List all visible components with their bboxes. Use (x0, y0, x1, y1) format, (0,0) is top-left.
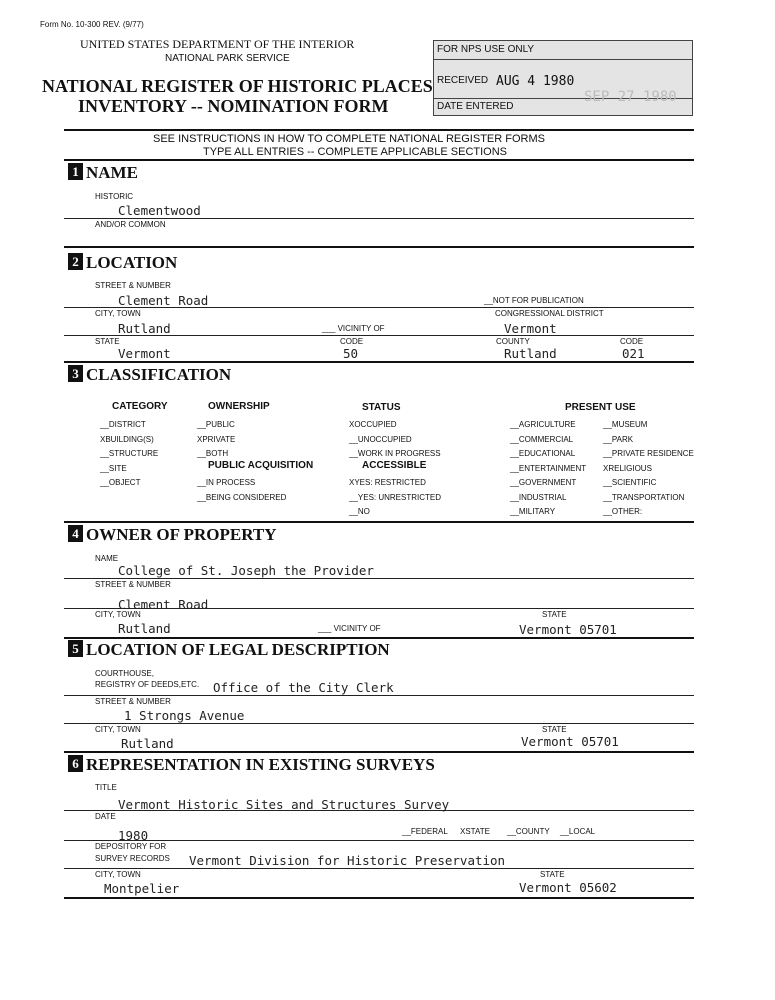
use-military: __MILITARY (510, 507, 556, 516)
owner-street-label: STREET & NUMBER (95, 580, 171, 589)
use-agriculture: __AGRICULTURE (510, 420, 576, 429)
legal-street-value: 1 Strongs Avenue (124, 708, 245, 723)
survey-federal: __FEDERAL (402, 827, 448, 836)
date-entered-stamp: SEP 27 1980 (584, 89, 677, 105)
legal-state-value: Vermont 05701 (521, 734, 619, 749)
category-buildings: XBUILDING(S) (100, 434, 154, 444)
ownership-list (197, 418, 235, 462)
acquisition-list (197, 476, 286, 505)
section-5-heading: 5 LOCATION OF LEGAL DESCRIPTION (68, 640, 390, 660)
category-site: __SITE (100, 463, 127, 473)
depository-label-1: DEPOSITORY FOR (95, 842, 167, 851)
section-3-heading: 3 CLASSIFICATION (68, 365, 231, 385)
use-transportation: __TRANSPORTATION (603, 492, 685, 502)
present-use-left (510, 418, 586, 520)
use-scientific: __SCIENTIFIC (603, 478, 657, 487)
ownership-both: __BOTH (197, 449, 229, 458)
present-use-heading: PRESENT USE (565, 402, 636, 413)
courthouse-value: Office of the City Clerk (213, 680, 394, 695)
not-for-publication: __NOT FOR PUBLICATION (484, 296, 584, 305)
category-list (100, 418, 158, 491)
status-list (349, 418, 441, 462)
category-structure: __STRUCTURE (100, 449, 159, 458)
accessible-list (349, 476, 441, 520)
section-6-heading: 6 REPRESENTATION IN EXISTING SURVEYS (68, 755, 435, 775)
owner-street-value: Clement Road (118, 597, 209, 612)
state-value: Vermont (118, 346, 171, 361)
acquisition-in-process: __IN PROCESS (197, 478, 256, 487)
accessible-heading: ACCESSIBLE (362, 460, 427, 471)
use-religious: XRELIGIOUS (603, 463, 652, 473)
category-heading: CATEGORY (112, 401, 168, 412)
nps-box-label: FOR NPS USE ONLY (437, 44, 535, 55)
depository-label-2: SURVEY RECORDS (95, 854, 170, 863)
received-label: RECEIVED (437, 75, 489, 86)
city-value: Rutland (118, 321, 171, 336)
date-entered-label: DATE ENTERED (437, 101, 514, 112)
received-stamp: AUG 4 1980 (496, 74, 575, 89)
depository-value: Vermont Division for Historic Preservation (189, 853, 506, 868)
county-label: COUNTY (496, 337, 530, 346)
legal-state-label: STATE (542, 725, 567, 734)
courthouse-label-2: REGISTRY OF DEEDS,ETC. (95, 680, 200, 689)
form-title-line1: NATIONAL REGISTER OF HISTORIC PLACES (42, 76, 433, 96)
survey-title-label: TITLE (95, 783, 117, 792)
status-heading: STATUS (362, 402, 401, 413)
street-label: STREET & NUMBER (95, 281, 171, 290)
owner-state-value: Vermont 05701 (519, 622, 617, 637)
survey-local: __LOCAL (560, 827, 596, 836)
survey-date-label: DATE (95, 812, 116, 821)
common-label: AND/OR COMMON (95, 220, 166, 229)
legal-street-label: STREET & NUMBER (95, 697, 171, 706)
status-occupied: XOCCUPIED (349, 420, 397, 429)
city-label: CITY, TOWN (95, 309, 141, 318)
owner-name-label: NAME (95, 554, 119, 563)
acquisition-being-considered: __BEING CONSIDERED (197, 492, 287, 502)
owner-city-label: CITY, TOWN (95, 610, 141, 619)
survey-county: __COUNTY (507, 827, 550, 836)
county-code-label: CODE (620, 337, 644, 346)
service-name: NATIONAL PARK SERVICE (165, 53, 290, 64)
use-park: __PARK (603, 434, 634, 444)
survey-state: XSTATE (460, 827, 490, 836)
county-value: Rutland (504, 346, 557, 361)
form-title-line2: INVENTORY -- NOMINATION FORM (78, 96, 389, 116)
owner-vicinity: ___ VICINITY OF (318, 624, 381, 633)
use-museum: __MUSEUM (603, 420, 648, 429)
survey-state-value: Vermont 05602 (519, 880, 617, 895)
form-number: Form No. 10-300 REV. (9/77) (40, 20, 144, 29)
use-private-residence: __PRIVATE RESIDENCE (603, 449, 694, 458)
county-code-value: 021 (622, 346, 645, 361)
nps-use-box (433, 40, 693, 116)
historic-label: HISTORIC (95, 192, 134, 201)
use-educational: __EDUCATIONAL (510, 449, 576, 458)
category-district: __DISTRICT (100, 420, 146, 429)
instructions-line2: TYPE ALL ENTRIES -- COMPLETE APPLICABLE SECTIONS (203, 146, 508, 158)
code-value: 50 (343, 346, 359, 361)
congressional-value: Vermont (504, 321, 557, 336)
owner-state-label: STATE (542, 610, 567, 619)
instructions-line1: SEE INSTRUCTIONS IN HOW TO COMPLETE NATIONAL REGISTER FORMS (153, 133, 545, 145)
street-value: Clement Road (118, 293, 209, 308)
section-2-heading: 2 LOCATION (68, 253, 177, 273)
agency-name: UNITED STATES DEPARTMENT OF THE INTERIOR (80, 37, 355, 51)
status-unoccupied: __UNOCCUPIED (349, 434, 412, 444)
survey-title-value: Vermont Historic Sites and Structures Survey (118, 797, 450, 812)
accessible-restricted: XYES: RESTRICTED (349, 478, 426, 487)
historic-value: Clementwood (118, 203, 201, 218)
vicinity-of: ___ VICINITY OF (322, 324, 385, 333)
courthouse-label-1: COURTHOUSE, (95, 669, 154, 678)
survey-date-value: 1980 (118, 828, 149, 843)
state-label: STATE (95, 337, 120, 346)
section-1-heading: 1 NAME (68, 163, 138, 183)
use-industrial: __INDUSTRIAL (510, 492, 567, 502)
congressional-label: CONGRESSIONAL DISTRICT (495, 309, 604, 318)
category-object: __OBJECT (100, 478, 141, 487)
accessible-unrestricted: __YES: UNRESTRICTED (349, 492, 442, 502)
section-4-heading: 4 OWNER OF PROPERTY (68, 525, 277, 545)
use-commercial: __COMMERCIAL (510, 434, 574, 444)
ownership-private: XPRIVATE (197, 434, 236, 444)
use-government: __GOVERNMENT (510, 478, 577, 487)
survey-city-value: Montpelier (104, 881, 180, 896)
acquisition-heading: PUBLIC ACQUISITION (208, 460, 314, 471)
use-entertainment: __ENTERTAINMENT (510, 463, 587, 473)
code-label: CODE (340, 337, 364, 346)
owner-name-value: College of St. Joseph the Provider (118, 563, 374, 578)
owner-city-value: Rutland (118, 621, 171, 636)
ownership-public: __PUBLIC (197, 420, 235, 429)
use-other: __OTHER: (603, 507, 643, 516)
survey-state-label: STATE (540, 870, 565, 879)
legal-city-value: Rutland (121, 736, 174, 751)
status-work-in-progress: __WORK IN PROGRESS (349, 449, 441, 458)
accessible-no: __NO (349, 507, 370, 516)
legal-city-label: CITY, TOWN (95, 725, 141, 734)
survey-city-label: CITY, TOWN (95, 870, 141, 879)
present-use-right (603, 418, 694, 520)
ownership-heading: OWNERSHIP (208, 401, 270, 412)
